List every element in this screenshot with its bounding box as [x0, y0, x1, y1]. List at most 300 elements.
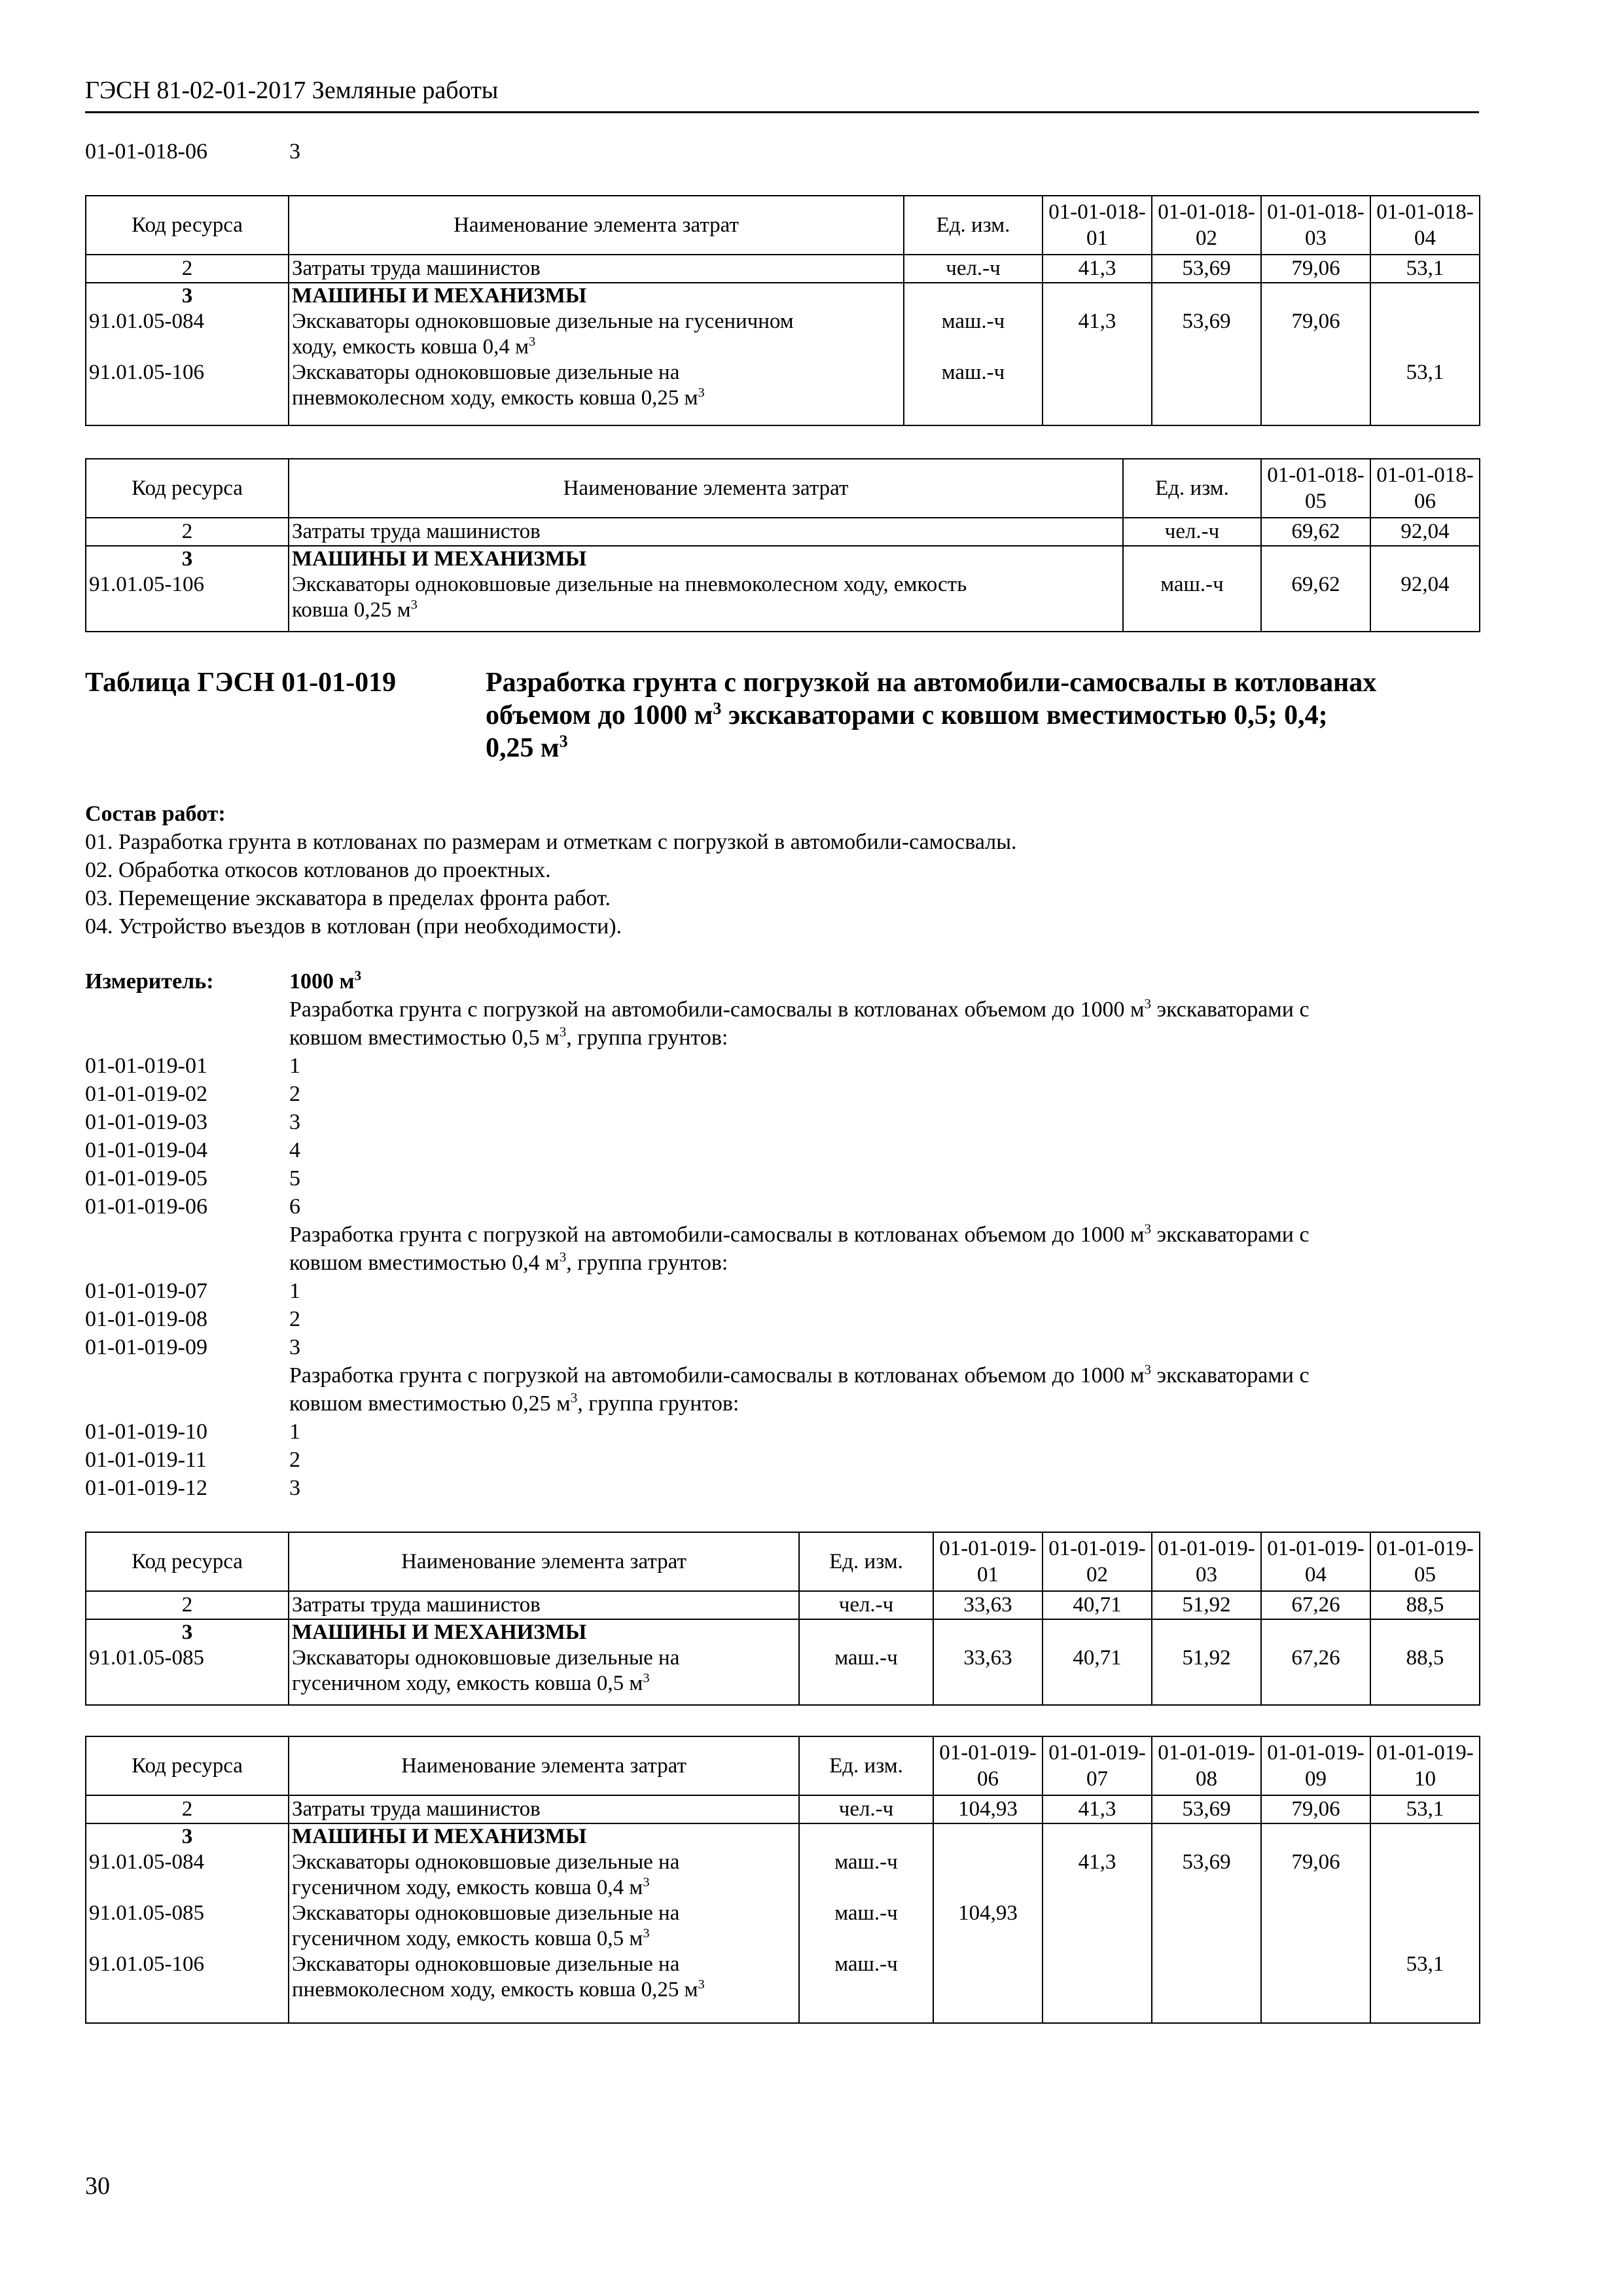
cell-line	[936, 1850, 1039, 1875]
work-composition	[85, 800, 1017, 941]
table-cell: 51,92	[1152, 1591, 1261, 1619]
table-header-cell: Наименование элемента затрат	[289, 459, 1123, 518]
cell-line	[1046, 1875, 1149, 1901]
table-cell: 79,06	[1261, 1795, 1370, 1823]
table-cell	[289, 1823, 799, 2023]
table-header-cell	[1370, 459, 1480, 518]
text-span: Разработка грунта с погрузкой на автомобили-самосвалы в котлованах объемом до 1000 м	[289, 1363, 1145, 1388]
table-cell: 40,71	[1043, 1591, 1152, 1619]
superscript: 3	[570, 1390, 578, 1406]
table-cell	[289, 283, 904, 425]
superscript: 3	[1144, 1221, 1152, 1237]
col-header-norm	[1370, 196, 1480, 255]
cell-line	[1264, 1620, 1367, 1645]
text-span: 5	[289, 1166, 300, 1191]
text-span: 01-01-019-07	[85, 1279, 207, 1303]
table-cell: 2	[86, 518, 289, 546]
table-cell	[1261, 1823, 1370, 2023]
table-cell: Затраты труда машинистов	[289, 518, 1123, 546]
cell-line	[1264, 1824, 1367, 1850]
table-cell	[1261, 1619, 1370, 1705]
cell-line: 019-10	[1414, 1741, 1474, 1791]
work-composition-heading: Состав работ:	[85, 802, 226, 826]
table-header-cell	[1043, 1736, 1152, 1795]
cell-line: 019-09	[1305, 1741, 1364, 1791]
superscript: 3	[529, 334, 536, 349]
cell-line	[1046, 283, 1149, 309]
cell-line	[1155, 1824, 1258, 1850]
cell-line	[802, 1620, 930, 1645]
cell-line: 01-01-	[1376, 1537, 1435, 1560]
table-cell: 69,62	[1261, 518, 1370, 546]
cell-line	[89, 1926, 285, 1952]
cell-line	[1374, 547, 1476, 572]
text-span: экскаваторами с	[1151, 1363, 1310, 1388]
list-item	[85, 1193, 1479, 1221]
cell-line	[1155, 360, 1258, 386]
list-item	[85, 1080, 1479, 1108]
cell-line	[936, 1952, 1039, 1977]
cell-line: 91.01.05-106	[89, 1952, 204, 1976]
table-cell	[1152, 1619, 1261, 1705]
cell-line: Экскаваторы одноковшовые дизельные на	[292, 1952, 680, 1976]
cell-line	[1374, 283, 1476, 309]
cell-line	[1046, 1926, 1149, 1952]
col-header-code: Код ресурса	[86, 196, 289, 255]
list-item: 04. Устройство въездов в котлован (при необходимости).	[85, 914, 622, 939]
table-cell	[799, 1823, 933, 2023]
resource-table-019-06-10	[85, 1736, 1480, 2024]
list-item	[85, 1136, 1479, 1164]
text-span: 2	[289, 1307, 300, 1331]
cell-line: 01-01-	[1158, 1741, 1216, 1765]
text-span: 01-01-019-02	[85, 1082, 207, 1106]
cell-line: 91.01.05-085	[89, 1901, 204, 1925]
cell-line	[1264, 360, 1367, 386]
list-item	[85, 1418, 1479, 1446]
cell-line: Экскаваторы одноковшовые дизельные на	[292, 1646, 680, 1670]
cell-line: 018-02	[1196, 200, 1255, 250]
cell-line	[1374, 334, 1476, 360]
cell-line: 019-02	[1086, 1537, 1146, 1587]
text-span: 01-01-019-12	[85, 1476, 207, 1500]
text-span: экскаваторами с	[1151, 997, 1310, 1022]
cell-line	[1264, 547, 1367, 572]
cell-line	[1264, 1901, 1367, 1926]
cell-line: 53,1	[1406, 1952, 1444, 1976]
cell-line	[1046, 1620, 1149, 1645]
cell-line: Экскаваторы одноковшовые дизельные на	[292, 1901, 680, 1925]
cell-line	[1155, 1875, 1258, 1901]
cell-line	[1046, 334, 1149, 360]
text-span: 0,25 м	[486, 733, 560, 763]
list-item: 02. Обработка откосов котлованов до проектных.	[85, 858, 551, 882]
cell-line: маш.-ч	[834, 1901, 898, 1925]
cell-line: 01-01-	[1048, 200, 1107, 224]
cell-line	[1155, 1952, 1258, 1977]
table-header-cell	[1370, 1532, 1480, 1591]
cell-line: гусеничном ходу, емкость ковша 0,5 м	[292, 1672, 643, 1695]
list-item	[85, 1108, 1479, 1136]
cell-line: 88,5	[1406, 1646, 1444, 1670]
text-span: ковшом вместимостью 0,25 м	[289, 1391, 571, 1416]
measure-block	[85, 967, 1479, 1502]
cell-line: 01-01-	[939, 1741, 997, 1765]
table-header-cell	[1261, 459, 1370, 518]
text-span: 1	[289, 1054, 300, 1078]
cell-line: 018-03	[1305, 200, 1364, 250]
cell-line: 40,71	[1073, 1646, 1122, 1670]
col-header-norm	[1152, 196, 1261, 255]
table-cell: 2	[86, 1591, 289, 1619]
superscript: 3	[559, 1249, 567, 1265]
resource-table-018-01-04	[85, 195, 1480, 426]
table-cell	[1043, 283, 1152, 425]
text-span: Разработка грунта с погрузкой на автомобили-самосвалы в котлованах объемом до 1000 м	[289, 1223, 1145, 1247]
cell-line: 01-01-	[1267, 1741, 1325, 1765]
text-span: 2	[289, 1448, 300, 1472]
table-header-cell	[1152, 1532, 1261, 1591]
table-cell	[289, 1619, 799, 1705]
table-cell	[933, 1619, 1043, 1705]
cell-line: 53,69	[1182, 310, 1231, 333]
table-cell: 41,3	[1043, 1795, 1152, 1823]
group-description	[289, 1361, 1474, 1418]
cell-line	[1374, 309, 1476, 334]
cell-line	[802, 1824, 930, 1850]
cell-line: 019-07	[1086, 1741, 1146, 1791]
table-cell: 79,06	[1261, 255, 1370, 283]
table-cell: чел.-ч	[904, 255, 1043, 283]
table-header-cell	[1043, 1532, 1152, 1591]
cell-line: маш.-ч	[834, 1646, 898, 1670]
cell-line	[1264, 283, 1367, 309]
list-item	[85, 1052, 1479, 1080]
cell-line	[936, 1824, 1039, 1850]
cell-line: гусеничном ходу, емкость ковша 0,4 м	[292, 1876, 643, 1899]
cell-line: 01-01-	[1158, 1537, 1216, 1560]
cell-line	[1264, 1926, 1367, 1952]
table-cell: 88,5	[1370, 1591, 1480, 1619]
table-cell	[1123, 546, 1261, 632]
group-description	[289, 996, 1474, 1052]
text-span: ковшом вместимостью 0,4 м	[289, 1251, 560, 1275]
table-cell	[289, 546, 1123, 632]
cell-line: 019-01	[977, 1537, 1037, 1587]
cell-line	[292, 1875, 796, 1901]
text-span: 01-01-019-10	[85, 1420, 207, 1444]
cell-line: 53,1	[1406, 361, 1444, 384]
cell-line: 019-03	[1196, 1537, 1255, 1587]
text-span: Разработка грунта с погрузкой на автомобили-самосвалы в котлованах	[486, 668, 1377, 698]
cell-line: 79,06	[1291, 1850, 1340, 1874]
text-span: Разработка грунта с погрузкой на автомобили-самосвалы в котлованах объемом до 1000 м	[289, 997, 1145, 1022]
col-header-norm	[1261, 196, 1370, 255]
cell-line: 018-01	[1086, 200, 1146, 250]
table-row-labor	[86, 255, 1480, 283]
superscript: 3	[1144, 1361, 1152, 1378]
cell-line: 019-08	[1196, 1741, 1255, 1791]
text-span: 6	[289, 1194, 300, 1219]
table-cell	[1043, 1823, 1152, 2023]
text-span	[486, 732, 1480, 764]
table-cell: 67,26	[1261, 1591, 1370, 1619]
table-cell: 53,69	[1152, 255, 1261, 283]
cell-line: 41,3	[1078, 1850, 1116, 1874]
cell-line	[936, 1875, 1039, 1901]
table-cell	[86, 546, 289, 632]
cell-line: ходу, емкость ковша 0,4 м	[292, 335, 529, 359]
table-header-cell: Код ресурса	[86, 1736, 289, 1795]
cell-line: 01-01-	[1267, 463, 1325, 487]
col-header-norm	[1043, 196, 1152, 255]
table-cell: 104,93	[933, 1795, 1043, 1823]
list-item	[85, 1333, 1479, 1361]
table-cell	[86, 283, 289, 425]
cell-line: пневмоколесном ходу, емкость ковша 0,25 м	[292, 386, 698, 410]
text-span: 1	[289, 1420, 300, 1444]
list-item: 01. Разработка грунта в котлованах по размерам и отметкам с погрузкой в автомобили-самосвалы.	[85, 830, 1017, 854]
table-header-cell: Ед. изм.	[1123, 459, 1261, 518]
cell-line: 01-01-	[939, 1537, 997, 1560]
table-cell	[1261, 546, 1370, 632]
cell-line: 33,63	[963, 1646, 1012, 1670]
cell-line: 91.01.05-106	[89, 361, 204, 384]
cell-line	[292, 1926, 796, 1952]
running-header: ГЭСН 81-02-01-2017 Земляные работы	[85, 77, 1479, 113]
table-header-cell: Ед. изм.	[799, 1532, 933, 1591]
text-span: 01-01-019-04	[85, 1138, 207, 1162]
table-cell	[904, 283, 1043, 425]
table-header-cell	[1261, 1736, 1370, 1795]
table-cell	[1370, 1823, 1480, 2023]
table-cell	[799, 1619, 933, 1705]
table-header-cell	[1152, 1736, 1261, 1795]
cell-line	[292, 334, 901, 360]
text-span: 3	[289, 1110, 300, 1134]
superscript: 3	[698, 386, 705, 400]
cell-line	[907, 334, 1039, 360]
table-header-cell	[1370, 1736, 1480, 1795]
list-item	[85, 1474, 1479, 1502]
cell-line: МАШИНЫ И МЕХАНИЗМЫ	[292, 284, 587, 308]
table-cell: чел.-ч	[1123, 518, 1261, 546]
table-header-cell: Код ресурса	[86, 1532, 289, 1591]
table-header-cell	[933, 1736, 1043, 1795]
cell-line	[292, 1977, 796, 2003]
cell-line	[89, 1875, 285, 1901]
table-cell: 33,63	[933, 1591, 1043, 1619]
text-span: , группа грунтов:	[566, 1026, 728, 1050]
text-span: 01-01-019-05	[85, 1166, 207, 1191]
superscript: 3	[713, 699, 722, 718]
cell-line	[1264, 1875, 1367, 1901]
text-span: 01-01-019-08	[85, 1307, 207, 1331]
cell-line	[1046, 360, 1149, 386]
cell-line	[1374, 1875, 1476, 1901]
superscript: 3	[643, 1875, 650, 1890]
text-span: объемом до 1000 м	[486, 700, 713, 730]
cell-line: 018-06	[1414, 463, 1474, 513]
cell-line: Экскаваторы одноковшовые дизельные на гусеничном	[292, 310, 794, 333]
text-span: экскаваторами с ковшом вместимостью 0,5; 0,4;	[721, 700, 1328, 730]
col-header-name: Наименование элемента затрат	[289, 196, 904, 255]
document-page	[85, 0, 1479, 2296]
text-span: 01-01-019-03	[85, 1110, 207, 1134]
cell-line: маш.-ч	[1160, 573, 1224, 596]
cell-line: пневмоколесном ходу, емкость ковша 0,25 м	[292, 1978, 698, 2001]
cell-line: 01-01-	[1048, 1537, 1107, 1560]
table-cell: 41,3	[1043, 255, 1152, 283]
page-number: 30	[85, 2172, 110, 2200]
measure-label: Измеритель:	[85, 969, 214, 994]
preamble-code: 01-01-018-06	[85, 139, 207, 164]
table-title	[486, 666, 1480, 764]
text-span	[486, 699, 1480, 732]
cell-line: 3	[181, 1621, 193, 1644]
table-header-cell: Наименование элемента затрат	[289, 1532, 799, 1591]
text-span: 4	[289, 1138, 300, 1162]
resource-table-018-05-06	[85, 458, 1480, 632]
cell-line: маш.-ч	[941, 361, 1005, 384]
table-header-cell	[1261, 1532, 1370, 1591]
cell-line: 018-04	[1414, 200, 1474, 250]
table-cell	[933, 1823, 1043, 2023]
text-span: экскаваторами с	[1151, 1223, 1310, 1247]
cell-line: 92,04	[1400, 573, 1450, 596]
list-item: 03. Перемещение экскаватора в пределах фронта работ.	[85, 886, 611, 910]
cell-line	[1126, 547, 1258, 572]
superscript: 3	[643, 1926, 650, 1941]
text-span: ковшом вместимостью 0,5 м	[289, 1026, 560, 1050]
cell-line	[1264, 334, 1367, 360]
cell-line: 53,69	[1182, 1850, 1231, 1874]
col-header-unit: Ед. изм.	[904, 196, 1043, 255]
cell-line	[1155, 1620, 1258, 1645]
text-span: 01-01-019-06	[85, 1194, 207, 1219]
cell-line: 018-05	[1305, 463, 1364, 513]
cell-line	[1046, 1824, 1149, 1850]
table-cell	[86, 1823, 289, 2023]
cell-line: 3	[181, 547, 193, 571]
list-item	[85, 1164, 1479, 1193]
table-code-title: Таблица ГЭСН 01-01-019	[85, 668, 397, 698]
cell-line: МАШИНЫ И МЕХАНИЗМЫ	[292, 1621, 587, 1644]
cell-line: 01-01-	[1267, 1537, 1325, 1560]
text-span: 01-01-019-09	[85, 1335, 207, 1359]
table-cell	[1152, 1823, 1261, 2023]
cell-line: 019-06	[977, 1741, 1037, 1791]
resource-table-019-01-05	[85, 1532, 1480, 1706]
cell-line: 91.01.05-084	[89, 310, 204, 333]
table-cell	[1043, 1619, 1152, 1705]
cell-line: ковша 0,25 м	[292, 598, 411, 622]
text-span: 2	[289, 1082, 300, 1106]
superscript: 3	[698, 1977, 705, 1992]
text-span: 01-01-019-01	[85, 1054, 207, 1078]
cell-line: 01-01-	[1048, 1741, 1107, 1765]
superscript: 3	[559, 1024, 567, 1040]
cell-line	[1374, 1620, 1476, 1645]
cell-line	[1264, 1952, 1367, 1977]
table-cell: 53,1	[1370, 1795, 1480, 1823]
cell-line	[1374, 1926, 1476, 1952]
table-cell: 92,04	[1370, 518, 1480, 546]
cell-line	[1155, 1901, 1258, 1926]
preamble-value: 3	[289, 139, 300, 164]
table-cell	[1152, 283, 1261, 425]
cell-line	[1046, 1952, 1149, 1977]
cell-line: 104,93	[958, 1901, 1018, 1925]
list-item	[85, 1305, 1479, 1333]
cell-line: 01-01-	[1376, 200, 1435, 224]
cell-line: 019-05	[1414, 1537, 1474, 1587]
text-span: 3	[289, 1476, 300, 1500]
table-cell: 53,69	[1152, 1795, 1261, 1823]
table-header-cell: Ед. изм.	[799, 1736, 933, 1795]
cell-line: маш.-ч	[941, 310, 1005, 333]
table-cell	[1370, 546, 1480, 632]
cell-line: 01-01-	[1158, 200, 1216, 224]
cell-line	[1155, 334, 1258, 360]
cell-line: Экскаваторы одноковшовые дизельные на	[292, 1850, 680, 1874]
cell-line: 019-04	[1305, 1537, 1364, 1587]
cell-line	[292, 386, 901, 411]
cell-line: МАШИНЫ И МЕХАНИЗМЫ	[292, 1825, 587, 1848]
cell-line: гусеничном ходу, емкость ковша 0,5 м	[292, 1927, 643, 1950]
cell-line	[1046, 1901, 1149, 1926]
text-span: 01-01-019-11	[85, 1448, 207, 1472]
cell-line: 01-01-	[1376, 1741, 1435, 1765]
table-cell: чел.-ч	[799, 1795, 933, 1823]
cell-line: 91.01.05-084	[89, 1850, 204, 1874]
cell-line: 79,06	[1291, 310, 1340, 333]
cell-line: 3	[181, 284, 193, 308]
table-header-row	[86, 196, 1480, 255]
cell-line	[1155, 283, 1258, 309]
text-span: 3	[289, 1335, 300, 1359]
cell-line: 91.01.05-106	[89, 573, 204, 596]
text-span	[289, 967, 361, 996]
cell-line: 41,3	[1078, 310, 1116, 333]
table-cell: 2	[86, 1795, 289, 1823]
text-span: , группа грунтов:	[577, 1391, 740, 1416]
cell-line	[907, 283, 1039, 309]
cell-line: 91.01.05-085	[89, 1646, 204, 1670]
table-row-machines	[86, 283, 1480, 425]
cell-line	[89, 334, 285, 360]
cell-line	[292, 1671, 796, 1696]
table-header-cell: Код ресурса	[86, 459, 289, 518]
table-cell: 53,1	[1370, 255, 1480, 283]
text-span: 1	[289, 1279, 300, 1303]
cell-line: МАШИНЫ И МЕХАНИЗМЫ	[292, 547, 587, 571]
cell-line: маш.-ч	[834, 1850, 898, 1874]
text-span: 1000 м	[289, 969, 355, 994]
cell-line	[1374, 1824, 1476, 1850]
text-span: , группа грунтов:	[566, 1251, 728, 1275]
cell-line: Экскаваторы одноковшовые дизельные на пневмоколесном ходу, емкость	[292, 573, 967, 596]
cell-line	[936, 1926, 1039, 1952]
table-cell: Затраты труда машинистов	[289, 255, 904, 283]
superscript: 3	[1144, 996, 1152, 1012]
superscript: 3	[643, 1671, 650, 1685]
list-item	[85, 1277, 1479, 1305]
table-cell	[1370, 283, 1480, 425]
table-cell: Затраты труда машинистов	[289, 1795, 799, 1823]
table-cell	[1261, 283, 1370, 425]
table-cell: 2	[86, 255, 289, 283]
